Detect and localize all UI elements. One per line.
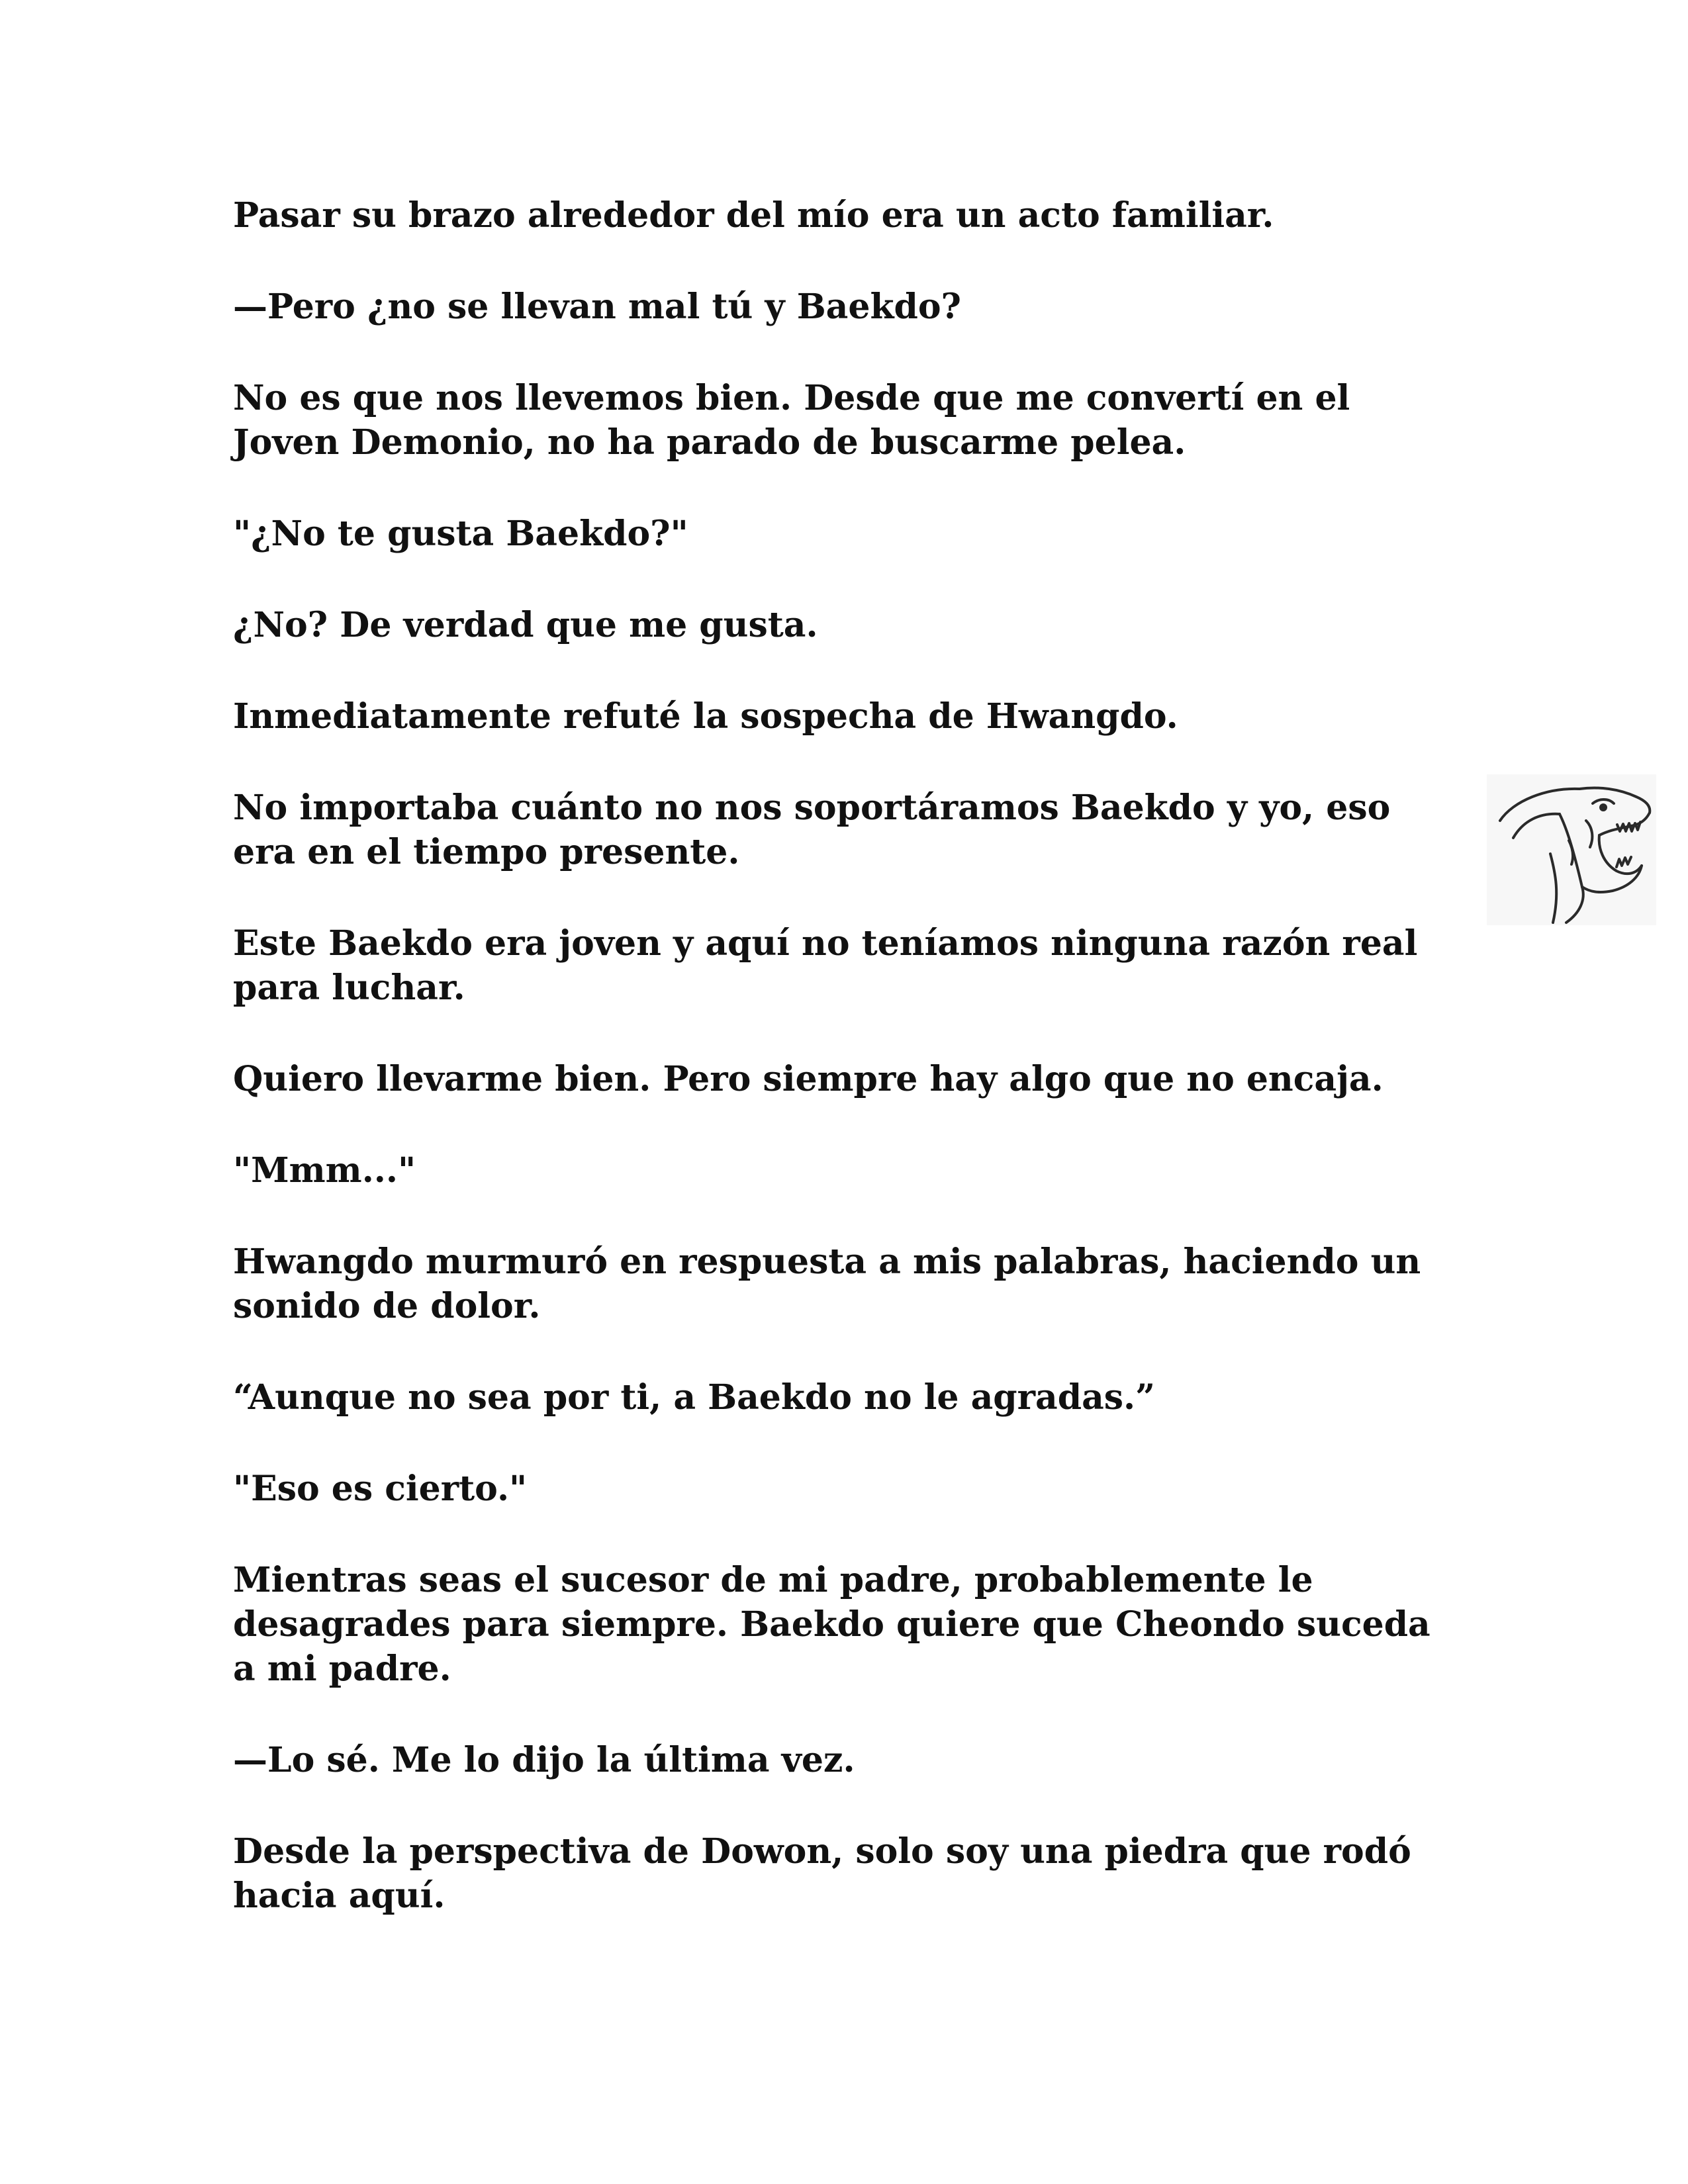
paragraph-10: "Mmm..."	[233, 1150, 416, 1191]
paragraph-14: Mientras seas el sucesor de mi padre, probablemente le desagrades para siempre. Baekdo quiere que Cheondo suceda a mi padre.	[233, 1560, 1430, 1689]
paragraph-15: —Lo sé. Me lo dijo la última vez.	[233, 1740, 855, 1780]
paragraph-4: "¿No te gusta Baekdo?"	[233, 514, 688, 554]
paragraph-12: “Aunque no sea por ti, a Baekdo no le agradas.”	[233, 1377, 1156, 1418]
paragraph-6: Inmediatamente refuté la sospecha de Hwangdo.	[233, 696, 1178, 737]
paragraph-2: —Pero ¿no se llevan mal tú y Baekdo?	[233, 287, 961, 327]
paragraph-7: No importaba cuánto no nos soportáramos Baekdo y yo, eso era en el tiempo presente.	[233, 788, 1391, 872]
paragraph-5: ¿No? De verdad que me gusta.	[233, 605, 818, 645]
document-body	[233, 193, 1491, 1965]
paragraph-11: Hwangdo murmuró en respuesta a mis palabras, haciendo un sonido de dolor.	[233, 1242, 1421, 1326]
paragraph-3: No es que nos llevemos bien. Desde que me convertí en el Joven Demonio, no ha parado de buscarme pelea.	[233, 378, 1350, 463]
paragraph-1: Pasar su brazo alrededor del mío era un acto familiar.	[233, 195, 1274, 236]
paragraph-9: Quiero llevarme bien. Pero siempre hay algo que no encaja.	[233, 1059, 1383, 1099]
paragraph-16: Desde la perspectiva de Dowon, solo soy una piedra que rodó hacia aquí.	[233, 1831, 1411, 1916]
paragraph-13: "Eso es cierto."	[233, 1469, 528, 1509]
paragraph-8: Este Baekdo era joven y aquí no teníamos ninguna razón real para luchar.	[233, 923, 1418, 1008]
dinosaur-head-icon	[1487, 774, 1656, 925]
